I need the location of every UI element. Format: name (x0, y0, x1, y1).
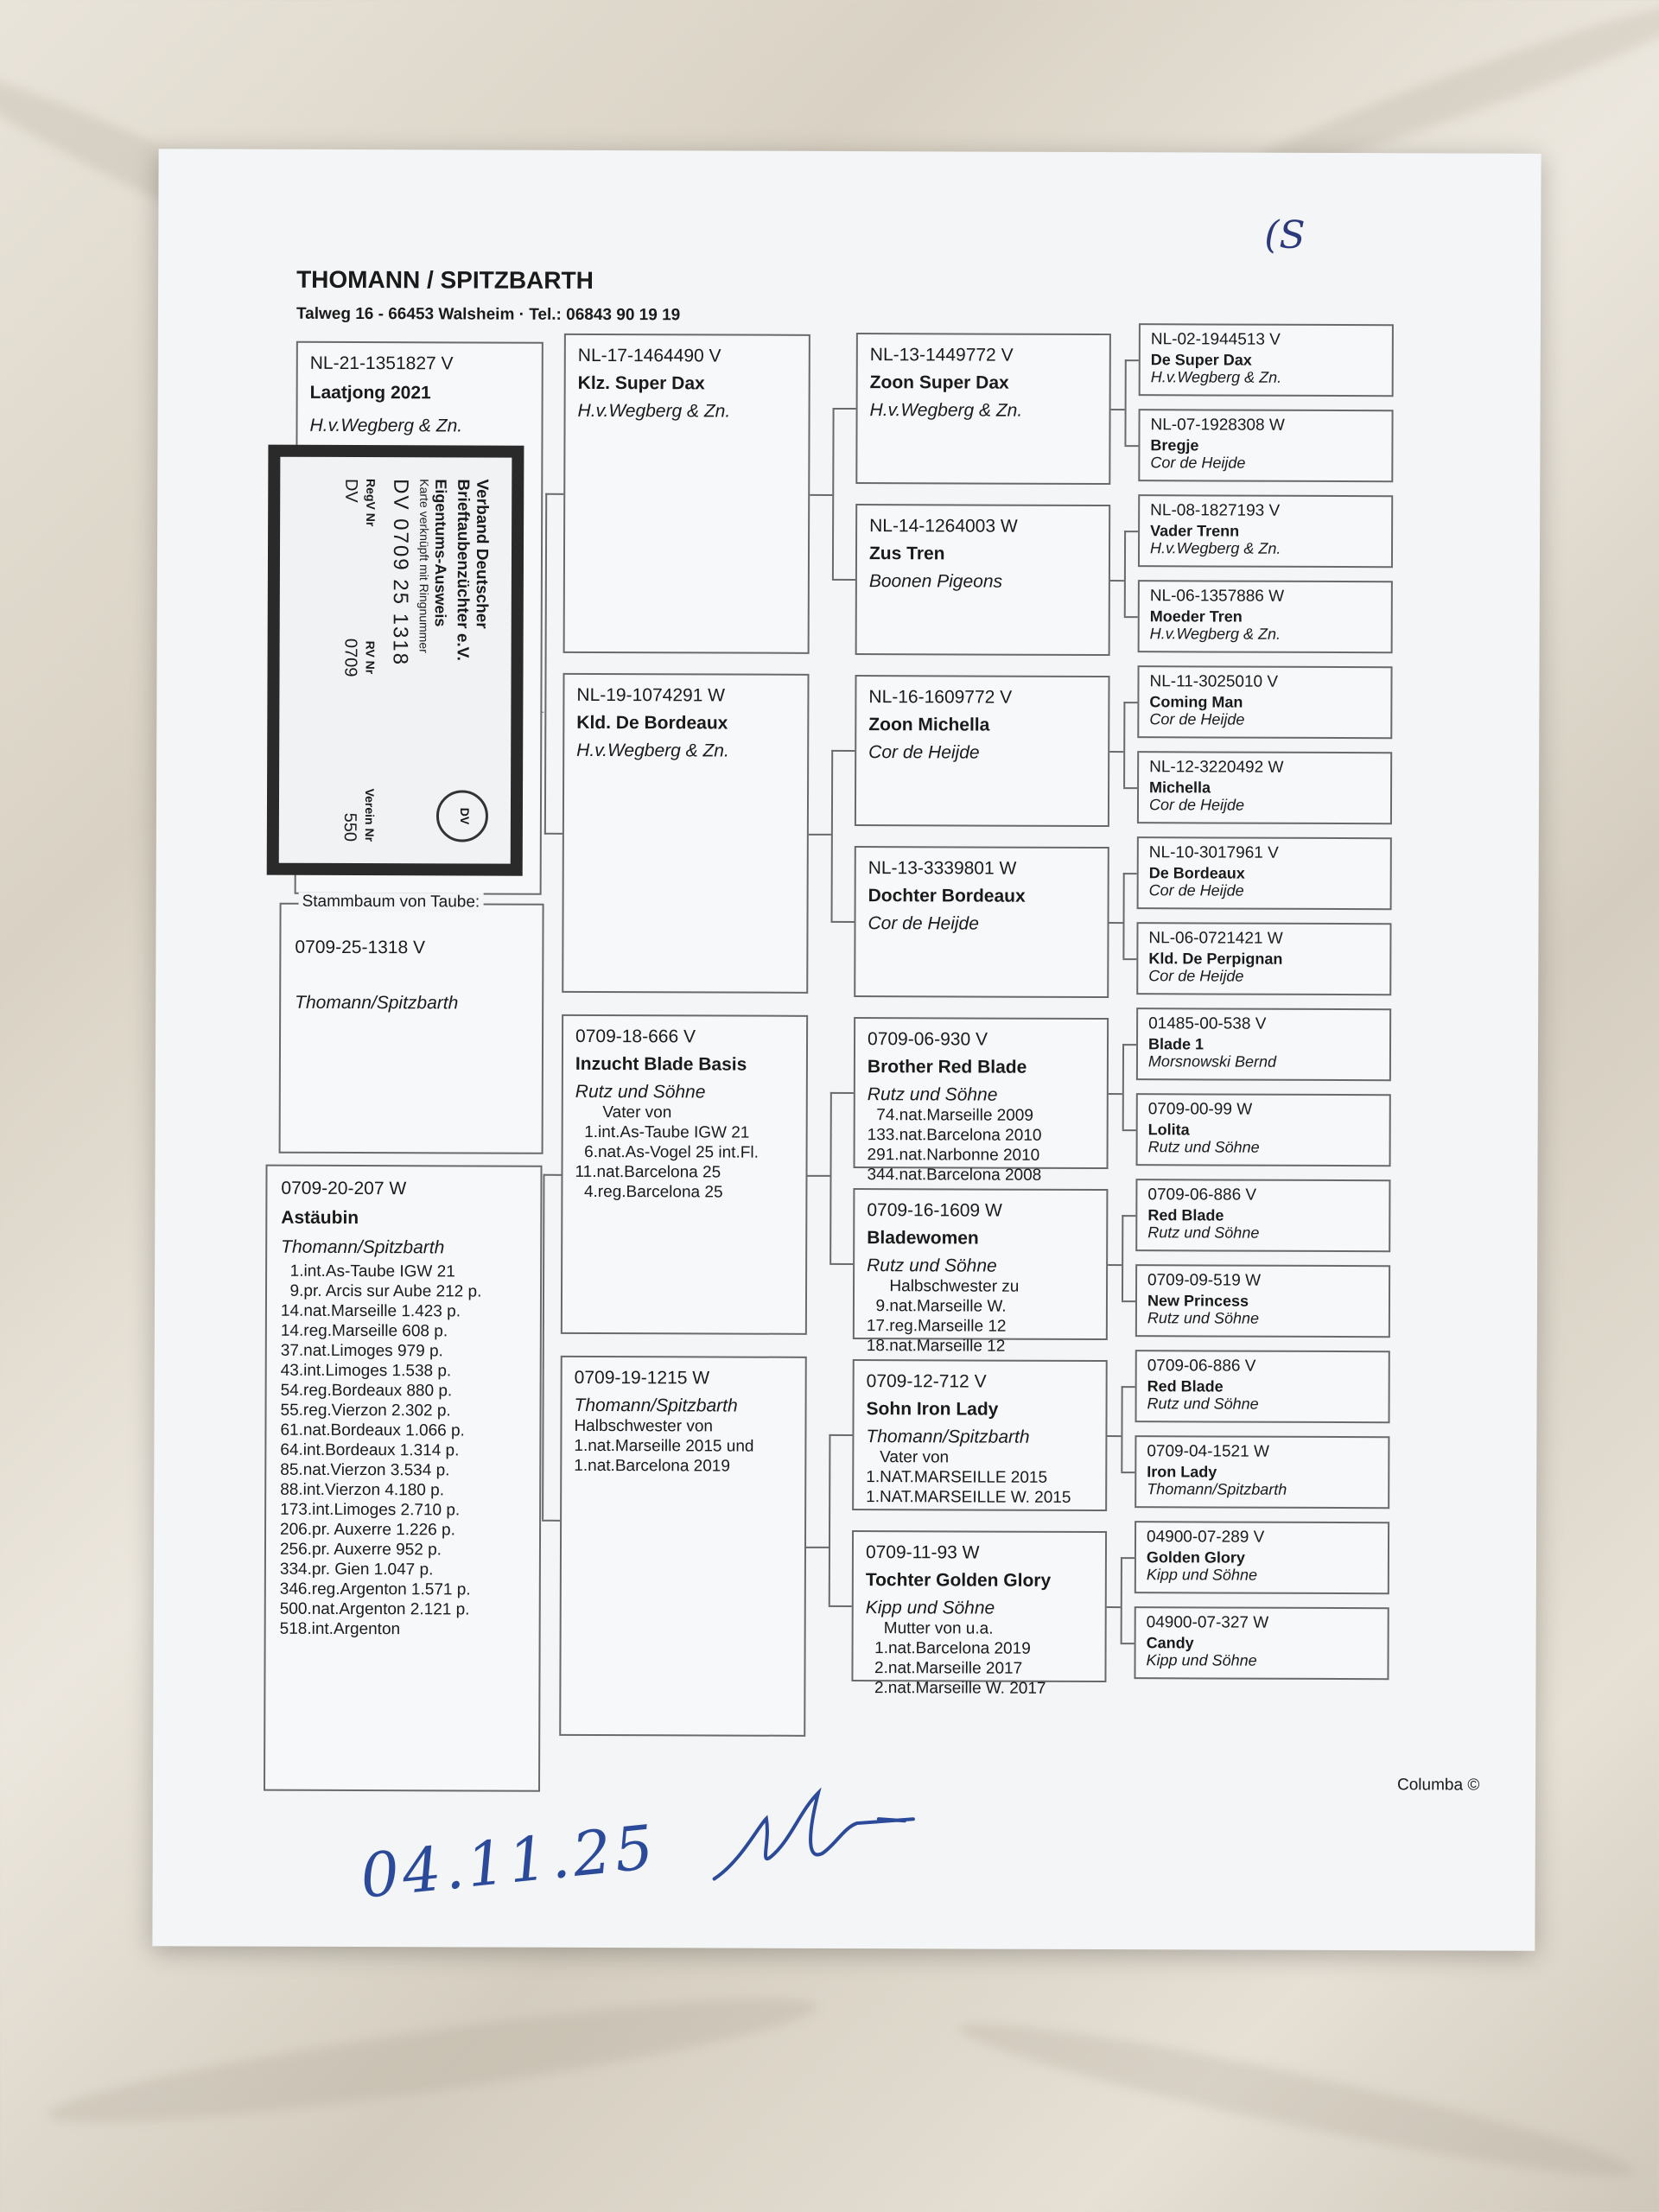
gen4-name: New Princess (1147, 1292, 1249, 1310)
gen3-box (855, 675, 1110, 827)
gen3-ring: 0709-06-930 V (868, 1029, 988, 1050)
gen4-breeder: Thomann/Spitzbarth (1147, 1480, 1287, 1498)
id-card-label-rv: RV Nr (363, 640, 378, 675)
gen3-name: Brother Red Blade (867, 1057, 1027, 1077)
gen4-breeder: Cor de Heijde (1149, 710, 1245, 728)
gen4-breeder: Kipp und Söhne (1146, 1651, 1257, 1669)
gen4-box (1135, 1350, 1389, 1423)
mother-result-line: 85.nat.Vierzon 3.534 p. (280, 1460, 450, 1480)
mother-result-line: 9.pr. Arcis sur Aube 212 p. (280, 1281, 482, 1301)
gen4-name: Iron Lady (1147, 1463, 1217, 1481)
gen2-name: Klz. Super Dax (577, 372, 705, 394)
mother-result-line: 43.int.Limoges 1.538 p. (280, 1361, 452, 1381)
breeder-title: THOMANN / SPITZBARTH (296, 265, 594, 294)
breeder-address: Talweg 16 - 66453 Walsheim · Tel.: 06843 90 19 19 (296, 304, 681, 325)
gen3-box (851, 1530, 1107, 1698)
pedigree-connector (1125, 359, 1139, 361)
gen3-breeder: Kipp und Söhne (865, 1598, 995, 1618)
gen4-ring: NL-07-1928308 W (1150, 416, 1285, 435)
pedigree-connector (1109, 922, 1123, 924)
stammbaum-breeder: Thomann/Spitzbarth (295, 992, 459, 1014)
mother-result-line: 334.pr. Gien 1.047 p. (279, 1560, 434, 1580)
gen4-box (1135, 1521, 1389, 1594)
gen4-box (1138, 580, 1393, 653)
gen3-box (852, 1359, 1108, 1511)
gen4-breeder: Cor de Heijde (1150, 454, 1246, 472)
pedigree-connector (1121, 1643, 1135, 1644)
pedigree-connector (1123, 873, 1137, 874)
pedigree-connector (1107, 1435, 1121, 1437)
gen3-ring: 0709-12-712 V (866, 1371, 987, 1392)
pedigree-connector (831, 921, 855, 923)
mother-result-line: 518.int.Argenton (279, 1619, 401, 1639)
gen4-name: Golden Glory (1146, 1548, 1246, 1567)
pedigree-connector (833, 408, 856, 410)
gen2-name: Kld. De Bordeaux (576, 712, 728, 734)
gen3-ring: 0709-11-93 W (865, 1542, 980, 1563)
gen4-ring: 0709-06-886 V (1147, 1357, 1256, 1376)
gen4-ring: 01485-00-538 V (1148, 1014, 1267, 1033)
gen4-ring: NL-02-1944513 V (1150, 330, 1281, 349)
mother-result-line: 55.reg.Vierzon 2.302 p. (280, 1401, 451, 1421)
mother-results-list (280, 1262, 527, 1640)
gen3-box (855, 333, 1111, 485)
gen4-ring: NL-06-0721421 W (1148, 929, 1283, 948)
pedigree-connector (1124, 445, 1138, 447)
ownership-id-card (267, 445, 524, 876)
copyright-label: Columba © (1396, 1776, 1480, 1795)
gen3-ring: NL-13-1449772 V (869, 345, 1014, 365)
id-card-title: Eigentums-Ausweis (431, 479, 450, 627)
gen4-breeder: Rutz und Söhne (1147, 1309, 1260, 1327)
pedigree-connector (1122, 1300, 1135, 1302)
gen2-breeder: Rutz und Söhne (575, 1081, 706, 1103)
pedigree-connector (1122, 958, 1136, 960)
gen4-name: Lolita (1147, 1121, 1190, 1139)
gen3-ring: NL-13-3339801 W (868, 858, 1017, 879)
gen4-box (1137, 665, 1392, 739)
gen4-breeder: Kipp und Söhne (1146, 1566, 1258, 1584)
gen3-name: Bladewomen (867, 1228, 979, 1249)
pedigree-connector (1121, 1557, 1135, 1559)
id-card-subtitle: Karte verknüpft mit Ringnummer (416, 479, 432, 653)
pedigree-connector (1122, 1044, 1124, 1129)
gen3-notes: Mutter von u.a. 1.nat.Barcelona 2019 2.nat.Marseille 2017 2.nat.Marseille W. 2017 (865, 1619, 1046, 1698)
gen4-box (1135, 1264, 1390, 1338)
pigeon-name: Laatjong 2021 (309, 382, 431, 404)
mother-result-line: 173.int.Limoges 2.710 p. (280, 1500, 461, 1520)
gen4-box (1139, 323, 1394, 397)
gen3-name: Zus Tren (868, 543, 945, 564)
mother-result-line: 61.nat.Bordeaux 1.066 p. (280, 1421, 465, 1440)
pigeon-ring: NL-21-1351827 V (309, 353, 454, 374)
gen2-notes: Halbschwester von 1.nat.Marseille 2015 und 1.nat.Barcelona 2019 (574, 1416, 754, 1476)
gen3-notes: Vater von 1.NAT.MARSEILLE 2015 1.NAT.MARSEILLE W. 2015 (866, 1448, 1071, 1507)
id-card-val-verein: 550 (340, 812, 359, 842)
gen4-box (1136, 1007, 1391, 1081)
pedigree-connector (1122, 873, 1124, 958)
mother-result-line: 14.reg.Marseille 608 p. (280, 1321, 448, 1341)
pedigree-connector (1111, 409, 1125, 410)
id-card-org-line1: Verband Deutscher (472, 479, 492, 629)
gen4-box (1136, 922, 1391, 995)
mother-breeder: Thomann/Spitzbarth (281, 1236, 445, 1258)
id-card-number: DV 0709 25 1318 (388, 479, 413, 667)
pedigree-connector (1122, 1215, 1135, 1217)
gen4-breeder: Cor de Heijde (1148, 881, 1244, 899)
gen2-box (561, 1014, 808, 1335)
gen3-name: Dochter Bordeaux (868, 886, 1026, 906)
mother-result-line: 64.int.Bordeaux 1.314 p. (280, 1440, 460, 1460)
gen3-box (855, 504, 1111, 656)
gen4-ring: NL-06-1357886 W (1149, 587, 1285, 606)
gen3-breeder: Rutz und Söhne (867, 1255, 997, 1276)
gen2-breeder: H.v.Wegberg & Zn. (576, 740, 729, 761)
gen4-box (1138, 494, 1393, 568)
gen2-ring: 0709-19-1215 W (574, 1367, 710, 1389)
gen4-ring: 04900-07-289 V (1146, 1528, 1265, 1547)
mother-result-line: 54.reg.Bordeaux 880 p. (280, 1381, 453, 1401)
pedigree-connector (1107, 1606, 1121, 1608)
id-card-label-regv: RegV Nr (364, 479, 378, 527)
gen4-name: Red Blade (1147, 1206, 1224, 1224)
gen4-ring: NL-12-3220492 W (1149, 758, 1284, 777)
pedigree-connector (1124, 531, 1138, 532)
pedigree-connector (1121, 1557, 1122, 1643)
pedigree-connector (832, 408, 835, 579)
id-card-val-regv: DV (341, 478, 361, 503)
gen2-box (563, 334, 810, 654)
gen3-box (854, 846, 1109, 998)
pedigree-connector (1121, 1471, 1135, 1473)
gen4-breeder: Morsnowski Bernd (1147, 1052, 1277, 1071)
mother-box (264, 1165, 543, 1792)
gen4-box (1137, 751, 1392, 824)
gen4-name: Red Blade (1147, 1377, 1224, 1395)
gen4-name: Vader Trenn (1150, 522, 1240, 540)
gen4-name: Coming Man (1149, 693, 1243, 711)
pedigree-connector (1124, 616, 1138, 618)
dv-logo-icon: DV (436, 790, 488, 842)
gen4-name: De Bordeaux (1148, 864, 1245, 882)
gen4-breeder: Rutz und Söhne (1147, 1224, 1260, 1242)
gen3-breeder: H.v.Wegberg & Zn. (869, 400, 1023, 421)
handwritten-date: 04.11.25 (357, 1811, 660, 1912)
id-card-label-verein: Verein Nr (362, 788, 378, 842)
gen3-breeder: Rutz und Söhne (867, 1084, 998, 1105)
mother-result-line: 206.pr. Auxerre 1.226 p. (280, 1520, 455, 1540)
pedigree-connector (832, 579, 855, 581)
gen4-ring: 0709-00-99 W (1147, 1100, 1253, 1119)
gen4-name: Bregje (1150, 436, 1199, 454)
pedigree-connector (1123, 702, 1125, 787)
gen4-ring: NL-10-3017961 V (1148, 843, 1279, 862)
pedigree-connector (1108, 1264, 1122, 1266)
pedigree-connector (830, 1092, 854, 1094)
gen4-breeder: Rutz und Söhne (1147, 1138, 1260, 1156)
pedigree-connector (542, 712, 543, 713)
gen3-name: Zoon Michella (868, 715, 990, 735)
pedigree-connector (1123, 787, 1137, 789)
gen2-breeder: H.v.Wegberg & Zn. (577, 400, 731, 422)
stammbaum-label: Stammbaum von Taube: (299, 893, 484, 912)
pedigree-connector (542, 1520, 560, 1522)
id-card-val-rv: 0709 (340, 638, 360, 677)
gen4-box (1137, 836, 1392, 910)
gen3-breeder: Cor de Heijde (868, 742, 980, 763)
gen3-name: Zoon Super Dax (869, 372, 1009, 393)
gen3-notes: 74.nat.Marseille 2009 133.nat.Barcelona 2010 291.nat.Narbonne 2010 344.nat.Barcelona 2008 (867, 1106, 1042, 1185)
gen4-name: Blade 1 (1147, 1035, 1205, 1053)
mother-result-line: 500.nat.Argenton 2.121 p. (279, 1599, 470, 1619)
mother-result-line: 14.nat.Marseille 1.423 p. (280, 1301, 461, 1321)
pedigree-connector (809, 834, 831, 836)
mother-result-line: 37.nat.Limoges 979 p. (280, 1341, 443, 1361)
stammbaum-ring: 0709-25-1318 V (295, 937, 426, 958)
gen4-box (1136, 1093, 1391, 1166)
mother-result-line: 346.reg.Argenton 1.571 p. (279, 1580, 471, 1599)
stammbaum-box (279, 892, 544, 1154)
mother-name: Astäubin (281, 1207, 359, 1229)
pedigree-connector (1109, 1093, 1122, 1095)
gen4-name: Michella (1149, 779, 1211, 797)
pedigree-connector (810, 494, 832, 496)
pedigree-connector (1124, 531, 1126, 616)
handwritten-signature (706, 1775, 965, 1897)
pedigree-connector (1122, 1129, 1136, 1131)
gen2-name: Inzucht Blade Basis (575, 1053, 747, 1075)
gen2-breeder: Thomann/Spitzbarth (574, 1395, 738, 1416)
pedigree-connector (1110, 580, 1124, 582)
gen2-notes: Vater von 1.int.As-Taube IGW 21 6.nat.As-Vogel 25 int.Fl. 11.nat.Barcelona 25 4.reg.Barcelona 25 (575, 1103, 759, 1202)
handwritten-corner-mark: (S (1264, 213, 1306, 257)
pedigree-connector (830, 1092, 832, 1263)
gen3-ring: NL-14-1264003 W (869, 516, 1018, 537)
pedigree-connector (1123, 702, 1137, 703)
gen4-name: Candy (1146, 1634, 1194, 1652)
gen4-ring: 0709-09-519 W (1147, 1271, 1262, 1290)
gen4-box (1135, 1179, 1390, 1252)
gen3-ring: NL-16-1609772 V (868, 687, 1013, 708)
pedigree-connector (542, 1174, 544, 1520)
pedigree-connector (831, 750, 855, 752)
gen3-ring: 0709-16-1609 W (867, 1200, 1002, 1221)
pedigree-connector (829, 1605, 852, 1607)
gen2-ring: NL-19-1074291 W (576, 684, 726, 706)
gen3-notes: Halbschwester zu 9.nat.Marseille W. 17.reg.Marseille 12 18.nat.Marseille 12 (866, 1277, 1020, 1356)
gen2-box (562, 673, 809, 994)
pedigree-connector (807, 1175, 830, 1177)
gen4-box (1135, 1435, 1389, 1509)
mother-result-line: 256.pr. Auxerre 952 p. (279, 1540, 442, 1560)
gen4-ring: 04900-07-327 W (1146, 1613, 1269, 1632)
pedigree-connector (543, 1174, 561, 1176)
gen4-ring: NL-11-3025010 V (1149, 672, 1279, 691)
gen3-box (853, 1188, 1109, 1356)
gen3-name: Tochter Golden Glory (865, 1570, 1052, 1591)
pedigree-connector (544, 493, 547, 835)
gen4-ring: NL-08-1827193 V (1150, 501, 1281, 520)
gen2-ring: 0709-18-666 V (575, 1026, 696, 1047)
pedigree-connector (1124, 359, 1126, 445)
gen4-breeder: H.v.Wegberg & Zn. (1149, 625, 1281, 643)
gen3-box (854, 1017, 1109, 1185)
gen4-breeder: Cor de Heijde (1148, 796, 1245, 814)
pedigree-connector (806, 1547, 829, 1548)
gen4-ring: 0709-04-1521 W (1147, 1442, 1269, 1461)
gen2-ring: NL-17-1464490 V (577, 345, 721, 366)
gen3-breeder: Boonen Pigeons (868, 571, 1003, 592)
gen4-breeder: H.v.Wegberg & Zn. (1149, 539, 1281, 557)
pedigree-connector (831, 750, 834, 921)
gen3-breeder: Thomann/Spitzbarth (866, 1427, 1030, 1447)
pedigree-connector (1122, 1044, 1136, 1046)
pedigree-connector (1121, 1386, 1122, 1471)
pedigree-connector (830, 1263, 853, 1265)
pigeon-breeder: H.v.Wegberg & Zn. (309, 415, 463, 436)
gen2-box (559, 1356, 807, 1737)
mother-result-line: 1.int.As-Taube IGW 21 (281, 1262, 455, 1281)
gen3-breeder: Cor de Heijde (868, 913, 979, 934)
gen4-name: Kld. De Perpignan (1148, 950, 1283, 968)
pedigree-connector (545, 493, 563, 495)
mother-result-line: 88.int.Vierzon 4.180 p. (280, 1480, 445, 1500)
gen4-breeder: H.v.Wegberg & Zn. (1150, 368, 1282, 386)
gen4-name: De Super Dax (1150, 351, 1252, 369)
gen4-breeder: Cor de Heijde (1148, 967, 1244, 985)
pedigree-connector (1122, 1215, 1123, 1300)
gen4-ring: 0709-06-886 V (1147, 1185, 1257, 1205)
mother-ring: 0709-20-207 W (281, 1178, 407, 1199)
gen4-name: Moeder Tren (1149, 607, 1243, 626)
pedigree-connector (1122, 1386, 1135, 1388)
pedigree-sheet (152, 149, 1541, 1951)
pedigree-connector (544, 833, 563, 835)
gen3-name: Sohn Iron Lady (866, 1399, 999, 1420)
gen4-box (1138, 409, 1393, 482)
gen4-box (1134, 1606, 1389, 1680)
id-card-org-line2: Brieftaubenzüchter e.V. (453, 479, 473, 661)
gen4-breeder: Rutz und Söhne (1147, 1395, 1259, 1413)
pedigree-connector (1109, 751, 1123, 753)
pedigree-connector (829, 1434, 831, 1605)
pedigree-connector (829, 1434, 852, 1436)
